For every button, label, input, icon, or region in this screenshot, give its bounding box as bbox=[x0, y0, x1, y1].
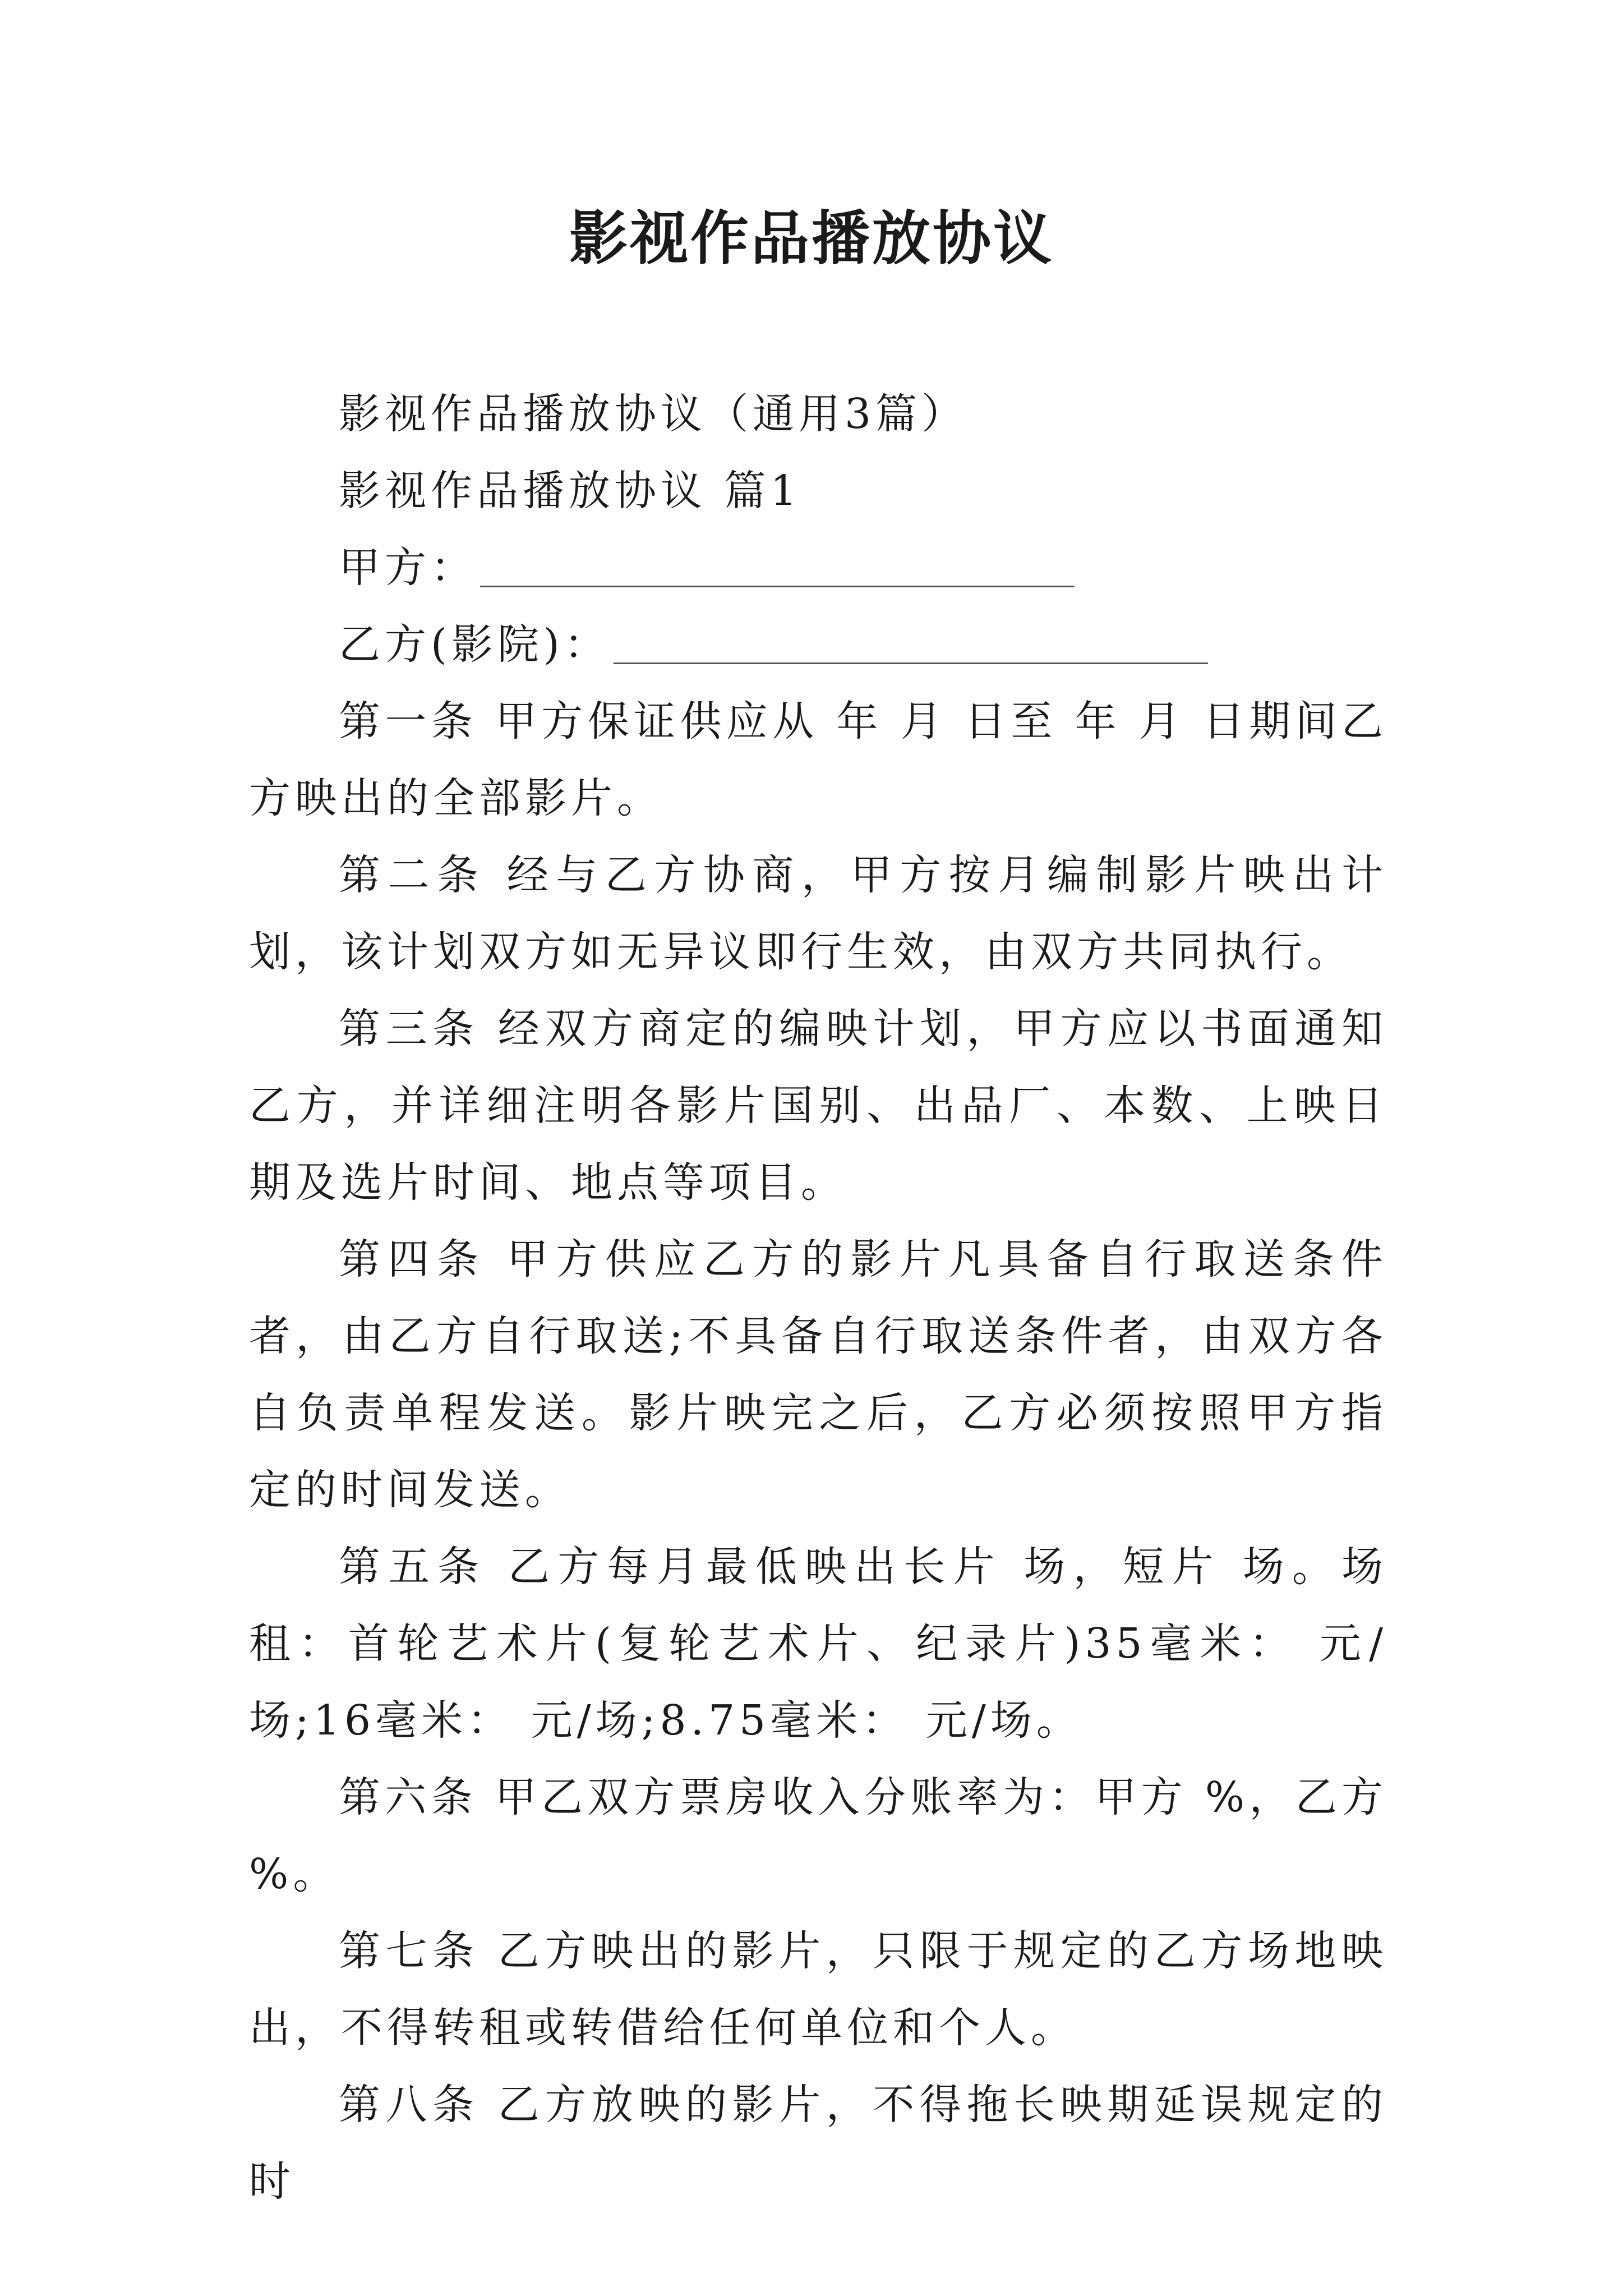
article-4: 第四条 甲方供应乙方的影片凡具备自行取送条件者，由乙方自行取送;不具备自行取送条件者，由双方各自负责单程发送。影片映完之后，乙方必须按照甲方指定的时间发送。 bbox=[249, 1235, 1387, 1514]
article-7: 第七条 乙方映出的影片，只限于规定的乙方场地映出，不得转租或转借给任何单位和个人。 bbox=[249, 1927, 1387, 2052]
document-subtitle: 影视作品播放协议（通用3篇） bbox=[339, 390, 968, 438]
party-b-blank bbox=[614, 629, 1208, 664]
article-1: 第一条 甲方保证供应从 年 月 日至 年 月 日期间乙方映出的全部影片。 bbox=[249, 697, 1387, 822]
party-a-line bbox=[249, 530, 1387, 606]
article-6: 第六条 甲乙双方票房收入分账率为：甲方 %，乙方 %。 bbox=[249, 1773, 1405, 1898]
article-2: 第二条 经与乙方协商，甲方按月编制影片映出计划，该计划双方如无异议即行生效，由双方共同执行。 bbox=[249, 851, 1387, 976]
section-heading: 影视作品播放协议 篇1 bbox=[339, 467, 801, 515]
party-a-blank bbox=[480, 552, 1075, 587]
article-3: 第三条 经双方商定的编映计划，甲方应以书面通知乙方，并详细注明各影片国别、出品厂、本数、上映日期及选片时间、地点等项目。 bbox=[249, 1005, 1387, 1207]
article-8: 第八条 乙方放映的影片，不得拖长映期延误规定的时 bbox=[249, 2081, 1387, 2206]
party-b-label: 乙方(影院)： bbox=[339, 620, 610, 669]
document-title: 影视作品播放协议 bbox=[569, 204, 1054, 273]
party-a-label: 甲方： bbox=[339, 544, 477, 592]
article-5: 第五条 乙方每月最低映出长片 场，短片 场。场租：首轮艺术片(复轮艺术片、纪录片)35毫米： 元/场;16毫米： 元/场;8.75毫米： 元/场。 bbox=[249, 1543, 1387, 1745]
party-b-line bbox=[249, 606, 1387, 683]
document-body bbox=[249, 376, 1405, 2220]
